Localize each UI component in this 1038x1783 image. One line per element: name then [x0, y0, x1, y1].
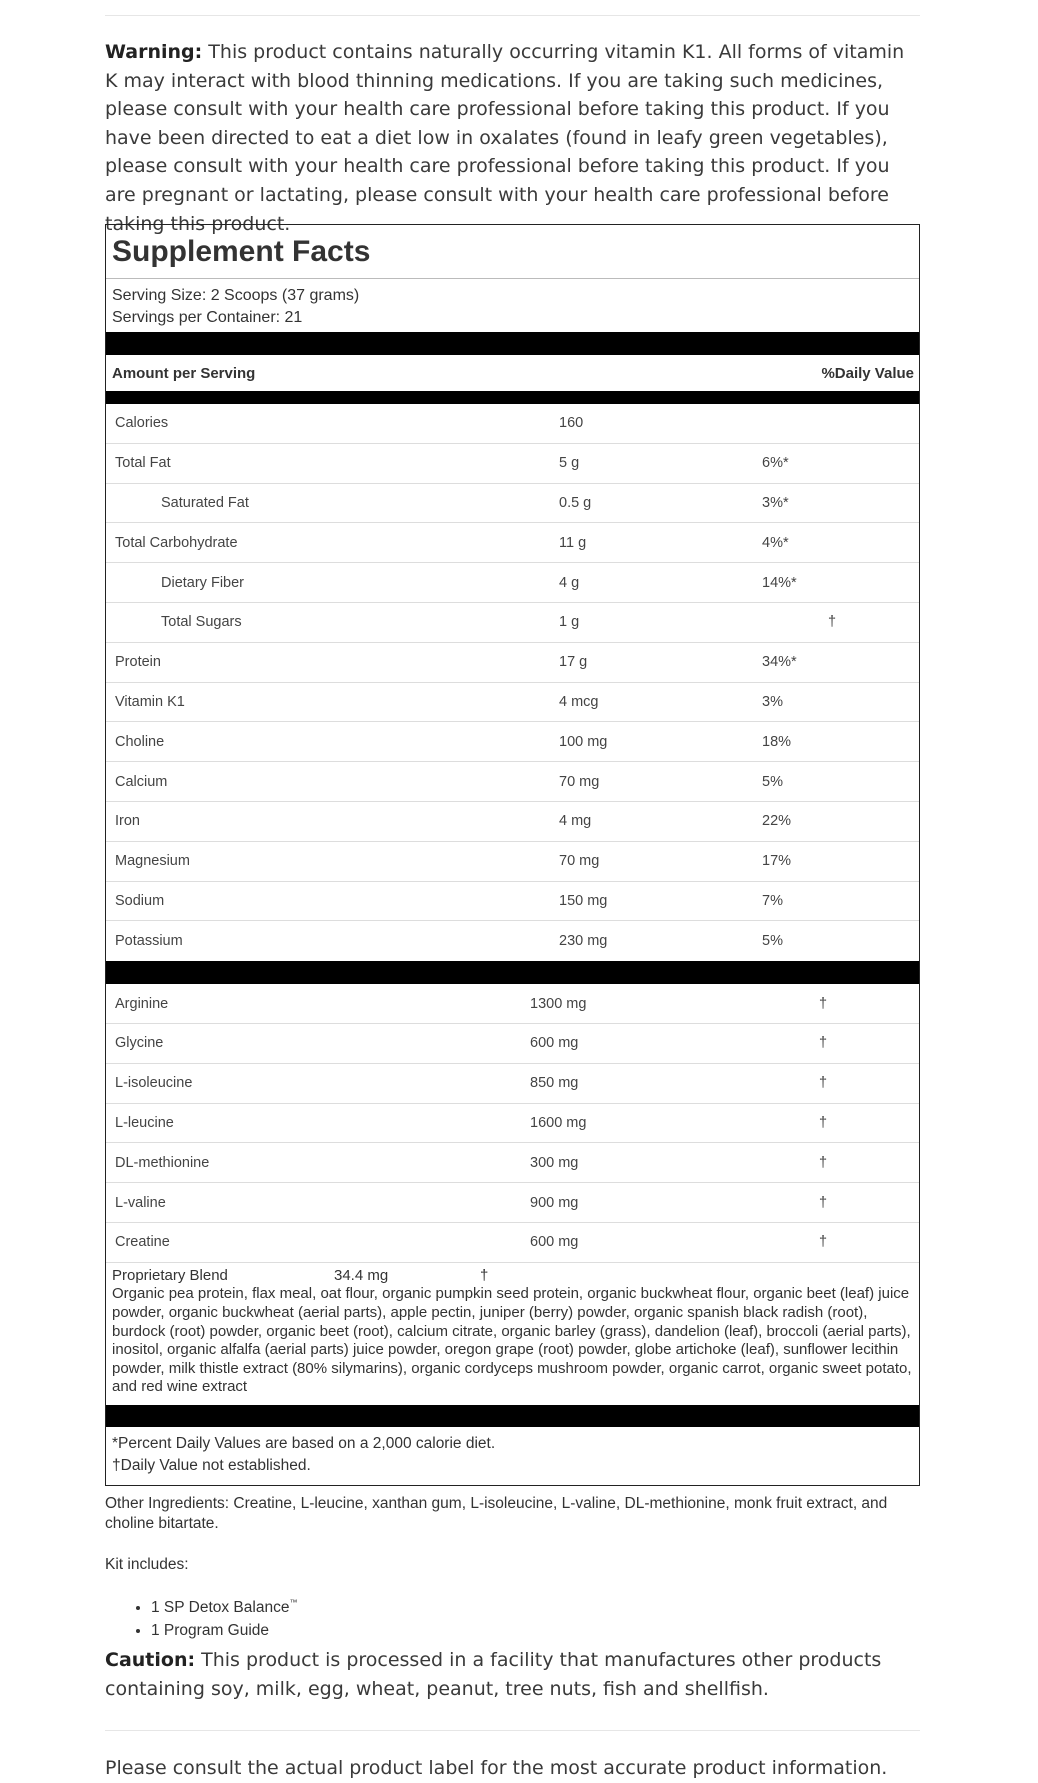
amount-per-serving-label: Amount per Serving — [112, 364, 256, 382]
kit-includes — [105, 1556, 920, 1642]
blend-name: Proprietary Blend — [112, 1266, 228, 1284]
supplement-facts-title: Supplement Facts — [106, 225, 919, 279]
nutrient-name: Total Sugars — [161, 614, 242, 631]
ingredient-dv: † — [819, 1154, 828, 1171]
daily-value-header: %Daily Value — [821, 364, 914, 382]
ingredient-dv: † — [819, 995, 828, 1012]
ingredient-name: L-leucine — [115, 1114, 174, 1131]
amount-per-serving-header — [106, 355, 919, 391]
ingredient-dv: † — [819, 1075, 828, 1092]
table-row — [106, 1104, 919, 1144]
other-ingredients: Other Ingredients: Creatine, L-leucine, xanthan gum, L-isoleucine, L-valine, DL-methionine, monk fruit extract, and choline bitartate. — [105, 1495, 888, 1532]
footnote-daily-values: *Percent Daily Values are based on a 2,000 calorie diet. — [112, 1434, 496, 1452]
nutrient-amount: 4 mg — [559, 813, 592, 830]
nutrient-name: Protein — [115, 654, 161, 671]
ingredient-dv: † — [819, 1114, 828, 1131]
ingredient-amount: 1300 mg — [530, 995, 587, 1012]
ingredient-name: L-valine — [115, 1194, 166, 1211]
table-row — [106, 762, 919, 802]
nutrient-dv: 7% — [762, 892, 783, 909]
warning-text: This product contains naturally occurring vitamin K1. All forms of vitamin K may interact with blood thinning medications. If you are taking such medicines, please consult with your health care professional before taking this product. If you have been directed to eat a diet low in oxalates (found in leafy green vegetables), please consult with your health care professional before taking this product. If you are pregnant or lactating, please consult with your health care professional before taking this product. — [105, 41, 905, 235]
nutrient-name: Potassium — [115, 933, 183, 950]
thick-divider — [106, 1405, 919, 1427]
nutrient-dv: 5% — [762, 773, 783, 790]
footnotes — [106, 1427, 919, 1485]
kit-label: Kit includes: — [105, 1556, 189, 1573]
nutrient-name: Calories — [115, 415, 169, 432]
nutrient-name: Calcium — [115, 773, 168, 790]
table-row — [106, 921, 919, 961]
ingredient-name: Arginine — [115, 995, 169, 1012]
nutrient-name: Magnesium — [115, 853, 190, 870]
blend-ingredients: Organic pea protein, flax meal, oat flour, organic pumpkin seed protein, organic buckwheat flour, organic beet (leaf) juice powder, organic buckwheat (aerial parts), apple pectin, juniper (berry) powder, organic spanish black radish (root), burdock (root) powder, organic beet (root), calcium citrate, organic barley (grass), dandelion (leaf), broccoli (aerial parts), inositol, organic alfalfa (aerial parts) juice powder, oregon grape (root) powder, globe artichoke (leaf), sunflower lecithin powder, milk thistle extract (80% silymarins), organic cordyceps mushroom powder, organic carrot, organic sweet potato, and red wine extract — [112, 1285, 912, 1396]
table-row — [106, 984, 919, 1024]
nutrient-amount: 0.5 g — [559, 494, 592, 511]
nutrient-name: Sodium — [115, 892, 165, 909]
table-row — [106, 882, 919, 922]
table-row — [106, 404, 919, 444]
blend-amount: 34.4 mg — [334, 1266, 389, 1284]
nutrient-name: Vitamin K1 — [115, 693, 185, 710]
warning-paragraph — [105, 38, 920, 238]
nutrient-dv: 4%* — [762, 534, 789, 551]
footnote-dagger: †Daily Value not established. — [112, 1456, 311, 1474]
thick-divider — [106, 391, 919, 404]
nutrient-dv: 6%* — [762, 455, 789, 472]
table-row — [106, 643, 919, 683]
ingredient-name: Glycine — [115, 1035, 164, 1052]
table-row — [106, 842, 919, 882]
table-row — [106, 484, 919, 524]
caution-text: This product is processed in a facility that manufactures other products containing soy, milk, egg, wheat, peanut, tree nuts, fish and shellfish. — [105, 1649, 882, 1700]
list-item — [151, 1591, 920, 1619]
serving-info — [106, 279, 919, 332]
nutrient-dv: † — [828, 614, 837, 631]
caution-label: Caution: — [105, 1649, 196, 1671]
servings-per-container: Servings per Container: 21 — [112, 309, 303, 326]
nutrient-amount: 230 mg — [559, 933, 608, 950]
nutrient-name: Saturated Fat — [161, 494, 249, 511]
nutrient-dv: 5% — [762, 933, 783, 950]
bottom-divider — [105, 1730, 920, 1731]
ingredient-dv: † — [819, 1035, 828, 1052]
nutrient-amount: 100 mg — [559, 733, 608, 750]
nutrient-name: Total Fat — [115, 455, 171, 472]
table-row — [106, 603, 919, 643]
consult-label-note: Please consult the actual product label for the most accurate product information. — [105, 1757, 888, 1779]
ingredient-amount: 600 mg — [530, 1234, 579, 1251]
ingredient-dv: † — [819, 1234, 828, 1251]
ingredient-name: DL-methionine — [115, 1154, 210, 1171]
blend-dv: † — [480, 1266, 489, 1284]
blend-header — [112, 1267, 913, 1286]
nutrient-dv: 17% — [762, 853, 792, 870]
nutrient-amount: 5 g — [559, 455, 580, 472]
nutrient-amount: 4 g — [559, 574, 580, 591]
ingredient-name: L-isoleucine — [115, 1075, 193, 1092]
thick-divider — [106, 961, 919, 984]
ingredient-amount: 850 mg — [530, 1075, 579, 1092]
table-row — [106, 1064, 919, 1104]
nutrient-amount: 160 — [559, 415, 584, 432]
nutrient-dv: 22% — [762, 813, 792, 830]
nutrient-name: Choline — [115, 733, 165, 750]
ingredient-amount: 300 mg — [530, 1154, 579, 1171]
table-row — [106, 722, 919, 762]
table-row — [106, 523, 919, 563]
nutrient-name: Dietary Fiber — [161, 574, 244, 591]
proprietary-blend — [106, 1263, 919, 1405]
nutrient-dv: 3% — [762, 693, 783, 710]
nutrient-amount: 70 mg — [559, 853, 600, 870]
nutrient-dv: 14%* — [762, 574, 797, 591]
list-item — [151, 1619, 920, 1642]
nutrient-table — [106, 404, 919, 961]
supplement-facts-panel — [105, 224, 920, 1486]
trademark-mark: ™ — [289, 1598, 298, 1607]
ingredient-amount: 900 mg — [530, 1194, 579, 1211]
nutrient-amount: 70 mg — [559, 773, 600, 790]
nutrient-amount: 4 mcg — [559, 693, 599, 710]
table-row — [106, 1024, 919, 1064]
table-row — [106, 802, 919, 842]
nutrient-dv: 3%* — [762, 494, 789, 511]
nutrient-amount: 150 mg — [559, 892, 608, 909]
caution-paragraph — [105, 1646, 920, 1703]
table-row — [106, 1143, 919, 1183]
table-row — [106, 444, 919, 484]
nutrient-amount: 11 g — [559, 534, 587, 551]
table-row — [106, 1223, 919, 1263]
ingredient-amount: 600 mg — [530, 1035, 579, 1052]
kit-list — [105, 1591, 920, 1642]
ingredient-dv: † — [819, 1194, 828, 1211]
nutrient-name: Total Carbohydrate — [115, 534, 238, 551]
kit-item-label: 1 SP Detox Balance — [151, 1599, 290, 1616]
table-row — [106, 563, 919, 603]
serving-size: Serving Size: 2 Scoops (37 grams) — [112, 287, 360, 304]
nutrient-name: Iron — [115, 813, 140, 830]
amino-acid-table — [106, 984, 919, 1263]
warning-label: Warning: — [105, 41, 203, 63]
ingredient-name: Creatine — [115, 1234, 170, 1251]
top-divider — [105, 15, 920, 16]
kit-item-label: 1 Program Guide — [151, 1622, 270, 1639]
ingredient-amount: 1600 mg — [530, 1114, 587, 1131]
nutrient-amount: 17 g — [559, 654, 588, 671]
nutrient-amount: 1 g — [559, 614, 580, 631]
table-row — [106, 683, 919, 723]
table-row — [106, 1183, 919, 1223]
nutrient-dv: 34%* — [762, 654, 797, 671]
thick-divider — [106, 332, 919, 355]
nutrient-dv: 18% — [762, 733, 792, 750]
